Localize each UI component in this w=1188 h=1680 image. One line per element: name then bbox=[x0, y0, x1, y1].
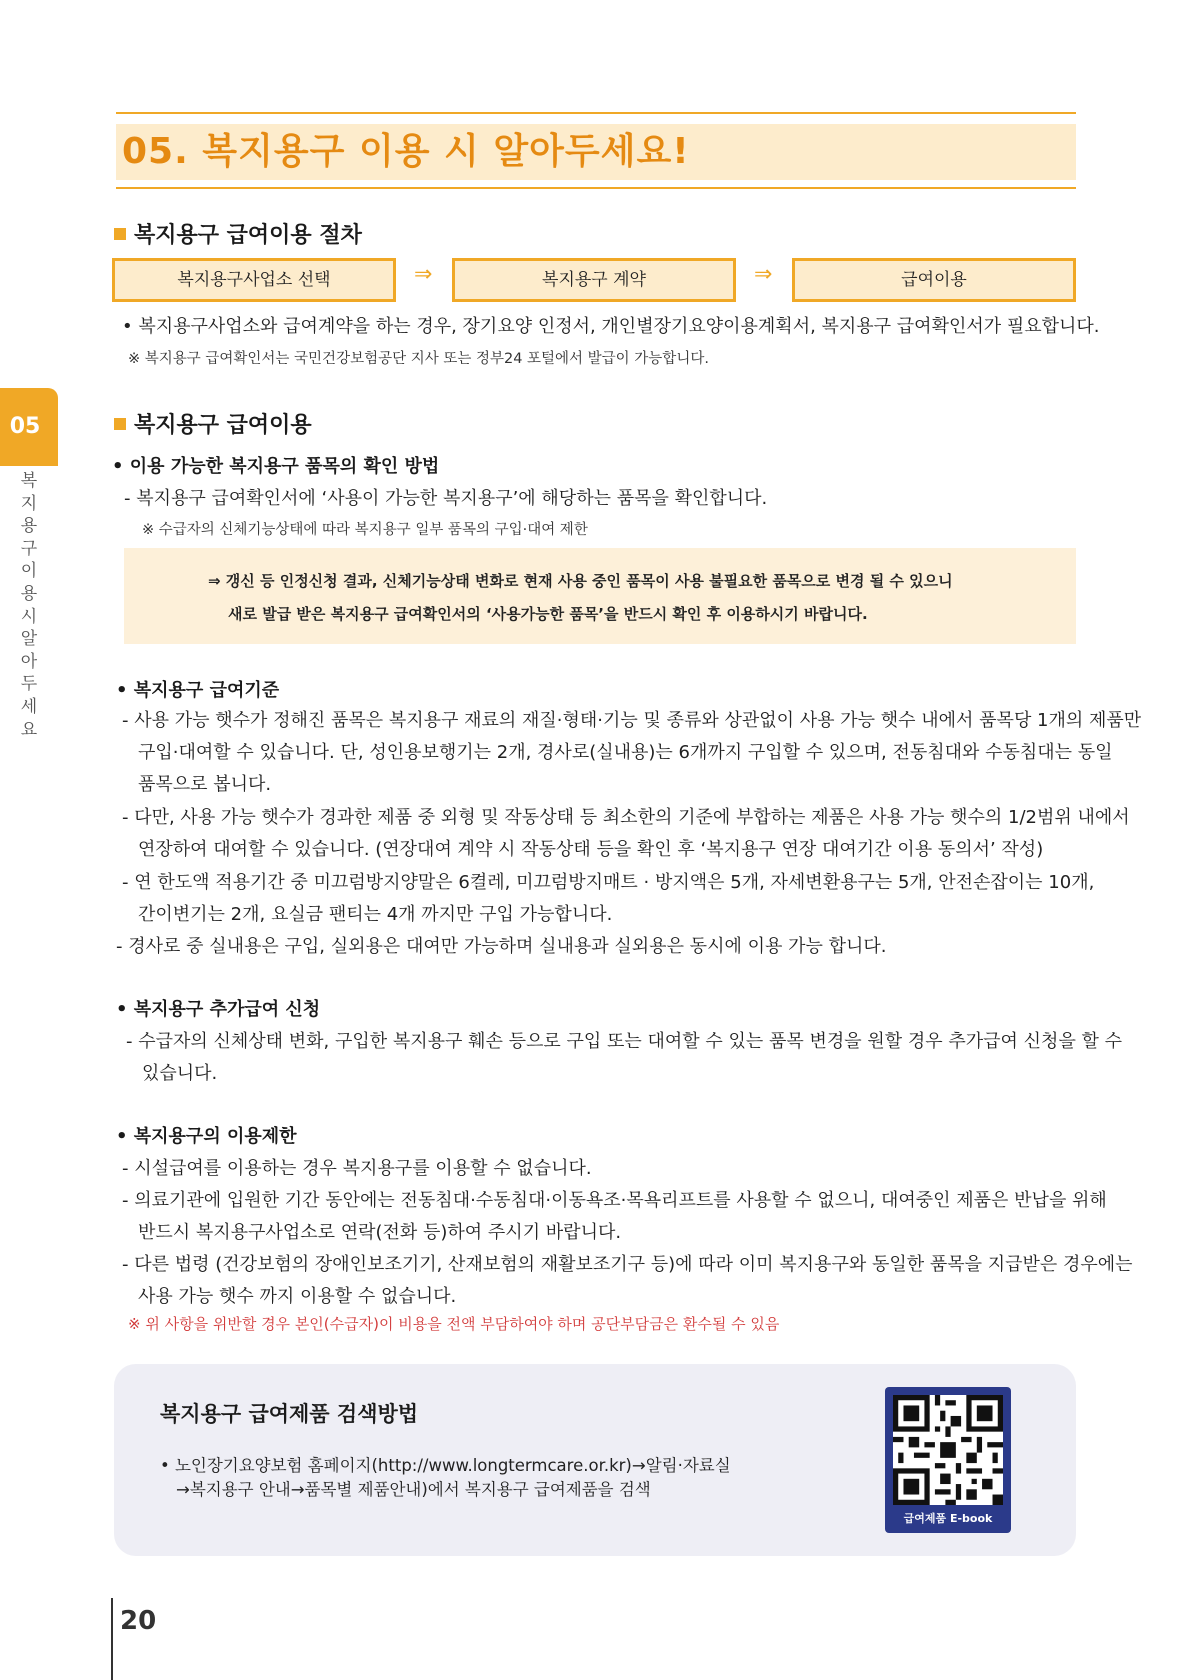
notice-line-2: 새로 발급 받은 복지용구 급여확인서의 ‘사용가능한 품목’을 반드시 확인 후 이용하시기 바랍니다. bbox=[228, 605, 868, 623]
procedure-note: • 복지용구사업소와 급여계약을 하는 경우, 장기요양 인정서, 개인별장기요양이용계획서, 복지용구 급여확인서가 필요합니다. bbox=[122, 316, 1100, 337]
arrow-right-icon: ⇒ bbox=[754, 262, 773, 287]
qr-code-svg bbox=[893, 1395, 1003, 1505]
square-bullet-icon bbox=[114, 418, 126, 430]
criteria-line: 연장하여 대여할 수 있습니다. (연장대여 계약 시 작동상태 등을 확인 후 ‘복지용구 연장 대여기간 이용 동의서’ 작성) bbox=[138, 839, 1044, 860]
usage-heading bbox=[114, 408, 312, 439]
search-line-2: →복지용구 안내→품목별 제품안내)에서 복지용구 급여제품을 검색 bbox=[176, 1480, 651, 1499]
restriction-title: • 복지용구의 이용제한 bbox=[116, 1126, 297, 1147]
qr-code-icon[interactable] bbox=[893, 1395, 1003, 1505]
chapter-number: 05 bbox=[9, 414, 41, 439]
notice-line-1: ⇒ 갱신 등 인정신청 결과, 신체기능상태 변화로 현재 사용 중인 품목이 사용 불필요한 품목으로 변경 될 수 있으니 bbox=[208, 572, 953, 590]
page-title: 05. 복지용구 이용 시 알아두세요! bbox=[122, 131, 690, 172]
procedure-heading-text: 복지용구 급여이용 절차 bbox=[134, 223, 362, 248]
procedure-subnote: ※ 복지용구 급여확인서는 국민건강보험공단 지사 또는 정부24 포털에서 발급이 가능합니다. bbox=[128, 351, 709, 367]
title-top-rule bbox=[116, 112, 1076, 114]
restriction-line: 반드시 복지용구사업소로 연락(전화 등)하여 주시기 바랍니다. bbox=[138, 1222, 622, 1243]
criteria-line: 품목으로 봅니다. bbox=[138, 774, 272, 795]
restriction-line: 사용 가능 햇수 까지 이용할 수 없습니다. bbox=[138, 1286, 457, 1307]
step-box-use: 급여이용 bbox=[792, 258, 1076, 302]
additional-title: • 복지용구 추가급여 신청 bbox=[116, 999, 321, 1020]
additional-line: - 수급자의 신체상태 변화, 구입한 복지용구 훼손 등으로 구입 또는 대여할 수 있는 품목 변경을 원할 경우 추가급여 신청을 할 수 bbox=[126, 1031, 1123, 1052]
restriction-line: - 다른 법령 (건강보험의 장애인보조기기, 산재보험의 재활보조기구 등)에 따라 이미 복지용구와 동일한 품목을 지급받은 경우에는 bbox=[122, 1254, 1133, 1275]
step-box-select: 복지용구사업소 선택 bbox=[112, 258, 396, 302]
title-bottom-rule bbox=[116, 187, 1076, 189]
criteria-line: - 다만, 사용 가능 햇수가 경과한 제품 중 외형 및 작동상태 등 최소한의 기준에 부합하는 제품은 사용 가능 햇수의 1/2범위 내에서 bbox=[122, 807, 1130, 828]
criteria-line: 간이변기는 2개, 요실금 팬티는 4개 까지만 구입 가능합니다. bbox=[138, 904, 613, 925]
page-number-rule bbox=[111, 1598, 113, 1680]
chapter-vertical-label: 복지용구 이용 시 알아두세요 bbox=[20, 471, 38, 740]
warning-note: ※ 위 사항을 위반할 경우 본인(수급자)이 비용을 전액 부담하여야 하며 공단부담금은 환수될 수 있음 bbox=[128, 1315, 780, 1333]
additional-line: 있습니다. bbox=[142, 1063, 218, 1084]
restriction-line: - 시설급여를 이용하는 경우 복지용구를 이용할 수 없습니다. bbox=[122, 1158, 592, 1179]
search-line-1: • 노인장기요양보험 홈페이지(http://www.longtermcare.or.kr)→알림·자료실 bbox=[160, 1456, 731, 1475]
notice-box bbox=[124, 548, 1076, 644]
procedure-heading bbox=[114, 218, 362, 249]
step-box-contract: 복지용구 계약 bbox=[452, 258, 736, 302]
criteria-line: - 연 한도액 적용기간 중 미끄럼방지양말은 6켤레, 미끄럼방지매트 · 방지액은 5개, 자세변환용구는 5개, 안전손잡이는 10개, bbox=[122, 872, 1095, 893]
restriction-line: - 의료기관에 입원한 기간 동안에는 전동침대·수동침대·이동욕조·목욕리프트를 사용할 수 없으니, 대여중인 제품은 반납을 위해 bbox=[122, 1190, 1107, 1211]
page-number: 20 bbox=[120, 1606, 157, 1636]
criteria-line: 구입·대여할 수 있습니다. 단, 성인용보행기는 2개, 경사로(실내용)는 6개까지 구입할 수 있으며, 전동침대와 수동침대는 동일 bbox=[138, 742, 1113, 763]
search-title: 복지용구 급여제품 검색방법 bbox=[160, 1402, 419, 1426]
criteria-title: • 복지용구 급여기준 bbox=[116, 680, 280, 701]
criteria-line: - 사용 가능 햇수가 정해진 품목은 복지용구 재료의 재질·형태·기능 및 종류와 상관없이 사용 가능 햇수 내에서 품목당 1개의 제품만 bbox=[122, 710, 1142, 731]
arrow-right-icon: ⇒ bbox=[414, 262, 433, 287]
criteria-line: - 경사로 중 실내용은 구입, 실외용은 대여만 가능하며 실내용과 실외용은 동시에 이용 가능 합니다. bbox=[116, 936, 887, 957]
usage-heading-text: 복지용구 급여이용 bbox=[134, 413, 312, 438]
qr-caption: 급여제품 E-book bbox=[903, 1512, 993, 1525]
check-subnote: ※ 수급자의 신체기능상태에 따라 복지용구 일부 품목의 구입·대여 제한 bbox=[142, 522, 588, 538]
check-line: - 복지용구 급여확인서에 ‘사용이 가능한 복지용구’에 해당하는 품목을 확인합니다. bbox=[124, 488, 768, 509]
square-bullet-icon bbox=[114, 228, 126, 240]
check-title: • 이용 가능한 복지용구 품목의 확인 방법 bbox=[112, 456, 440, 477]
